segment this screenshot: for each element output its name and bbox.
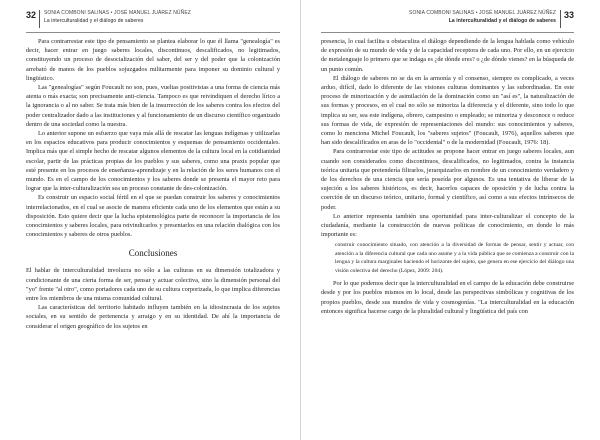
page-header bbox=[26, 8, 280, 33]
paragraph: Para contrarrestar este tipo de pensamiento se plantea elaborar lo que él llama "genealogía" es decir, hacer entrar en juego saberes locales, discontinuos, descalificados, no legitimados, constituyendo un proceso de desocialización del saber, del ser y del poder que la colonización arrebató de manos de los pueblos sojuzgados militarmente para imponer su dominio cultural y lingüístico. bbox=[26, 38, 280, 82]
paragraph: Lo anterior representa también una oportunidad para inter-culturalizar el concepto de la ciudadanía, mediante la construcción de nuevas políticas de conocimiento, en donde lo más importante es: bbox=[321, 212, 574, 239]
header-rule bbox=[39, 10, 40, 28]
paragraph: Las "genealogías" según Foucault no son, pues, vueltas positivistas a una forma de ciencia más atenta o más exacta; son precisamente anti-ciencia. Tampoco es que reivindiquen el derecho lírico a la ignorancia o al no saber. Se trata más bien de la insurrección de los saberes contra los efectos del poder centralizador dado a las instituciones y al funcionamiento de un discurso científico organizado dentro de una sociedad como la nuestra. bbox=[26, 84, 280, 128]
header-authors: SONIA COMBONI SALINAS • JOSÉ MANUEL JUÁREZ NÚÑEZ bbox=[44, 10, 191, 16]
paragraph: Para contrarrestar este tipo de actitudes se propone hacer entrar en juego saberes locales, aun cuando son considerados como discontinuos, descalificados, no legitimados, contra la instancia teórica unitaria que pretendería filtrarlos, jerarquizarlos en nombre de un conocimiento verdadero y de los derechos de una ciencia que sería poseída por algunos. Es una tentativa de liberar de la sujeción a los saberes históricos, es decir, hacerlos capaces de oposición y de lucha contra la coerción de un discurso teórico, unitario, formal y científico, así como a sus efectos intrínsecos de poder. bbox=[321, 148, 574, 211]
header-title: La interculturalidad y el diálogo de saberes bbox=[44, 17, 144, 24]
paragraph: Lo anterior supone un esfuerzo que vaya más allá de rescatar las lenguas indígenas y utilizarlas en los espacios educativos para producir conocimientos y esquemas de pensamiento occidentales. Implica más que el simple hecho de rescatar algunos elementos de la cultura local en la cotidianidad escolar, partir de las prácticas propias de los pueblos y sus saberes, como una praxis popular que esté presente en los procesos de enseñanza-aprendizaje y en la relación de los seres humanos con el mundo. Es en el campo de los conocimientos y los saberes donde se presenta el mayor reto para lograr que la inter-culturalización sea un proceso constante de des-colonización. bbox=[26, 130, 280, 193]
paragraph: Por lo que podemos decir que la interculturalidad en el campo de la educación debe construirse desde y por los pueblos mismos en lo local, desde las perspectivas simbólicas y cognitivas de los propios pueblos, desde sus mundos de vida y cosmogonías. "La interculturalidad en la educación entonces significa hacerse cargo de la pluralidad cultural y lingüística del país con bbox=[321, 280, 574, 315]
right-page bbox=[300, 0, 600, 440]
running-head bbox=[409, 10, 556, 25]
section-heading: Conclusiones bbox=[128, 248, 178, 259]
paragraph: presencia, lo cual facilita u obstaculiza el diálogo dependiendo de la lengua hablada como vehículo de expresión de su mundo de vida y de la capacidad receptora de cada uno. Por ello, en un ejercicio de metalenguaje lo primero que se indaga es ¿de dónde eres? o ¿de dónde vienes? en la búsqueda de un punto común. bbox=[321, 38, 574, 73]
paragraph: Las características del territorio habitado influyen también en la idiosincrasia de los sujetos sociales, en su sentido de pertenencia y arraigo y en su identidad. De ahí la importancia de considerar el origen geográfico de los sujetos en bbox=[26, 304, 280, 330]
header-rule bbox=[560, 10, 561, 28]
paragraph: El hablar de interculturalidad involucra no sólo a las culturas en su dimensión totalizadora y condicionante de una cierta forma de ser, pensar y actuar colectiva, sino la dimensión personal del "yo" frente "al otro", como portadores cada uno de su cultura corporizada, lo que implica diferencias entre los miembros de una misma comunidad cultural. bbox=[26, 267, 280, 303]
header-authors: SONIA COMBONI SALINAS • JOSÉ MANUEL JUÁREZ NÚÑEZ bbox=[409, 10, 556, 16]
body-text bbox=[321, 37, 574, 316]
block-quote: construir conocimiento situado, con atención a la diversidad de formas de pensar, sentir y actuar, con atención a la diferencia cultural que cada uno asume y a la vida pública que se comienza a construir con la lengua y la cultura marginales haciendo el horizonte del sujeto, que genera en ese ejercicio del diálogo una visión colectiva del derecho (López, 2009: 204). bbox=[335, 242, 574, 274]
paragraph: El diálogo de saberes no se da en la armonía y el consenso, siempre es complicado, a veces arduo, difícil, dado lo diferente de las visiones culturas dominantes y las subordinadas. En este proceso de minorización y de asimilación de la dominación como un "así es", la naturalización de sus formas y procesos, en el cual no sólo se minoriza la diferencia y el diferente, sino todo lo que implica su ser, sea este indígena, obrero, campesino o empleado; se minoriza y desconoce o reduce sus formas de vida, de expresión de representaciones del mundo: sus conocimientos y saberes, como lo menciona Michel Foucault, los "saberes sujetos" (Foucault, 1976), aquellos saberes que han sido descalificados en aras de lo "occidental" o de la modernidad (Foucault, 1976: 18). bbox=[321, 74, 574, 147]
running-head bbox=[44, 10, 191, 25]
page-number: 32 bbox=[26, 10, 37, 20]
page-number: 33 bbox=[563, 10, 574, 20]
paragraph: Es construir un espacio social fértil en el que se puedan construir los saberes y conocimientos interrelacionados, en el cual se asocie de manera eficiente cada uno de los elementos que están a su disposición. Esto quiere decir que la lucha epistemológica parte de reconocer la importancia de los conocimientos y saberes locales, para reivindicarlos y presentarlos en una relación dialógica con los conocimientos y saberes de otros pueblos. bbox=[26, 194, 280, 239]
header-title: La interculturalidad y el diálogo de saberes bbox=[448, 17, 556, 24]
body-text bbox=[26, 37, 280, 331]
page-header bbox=[321, 8, 574, 33]
